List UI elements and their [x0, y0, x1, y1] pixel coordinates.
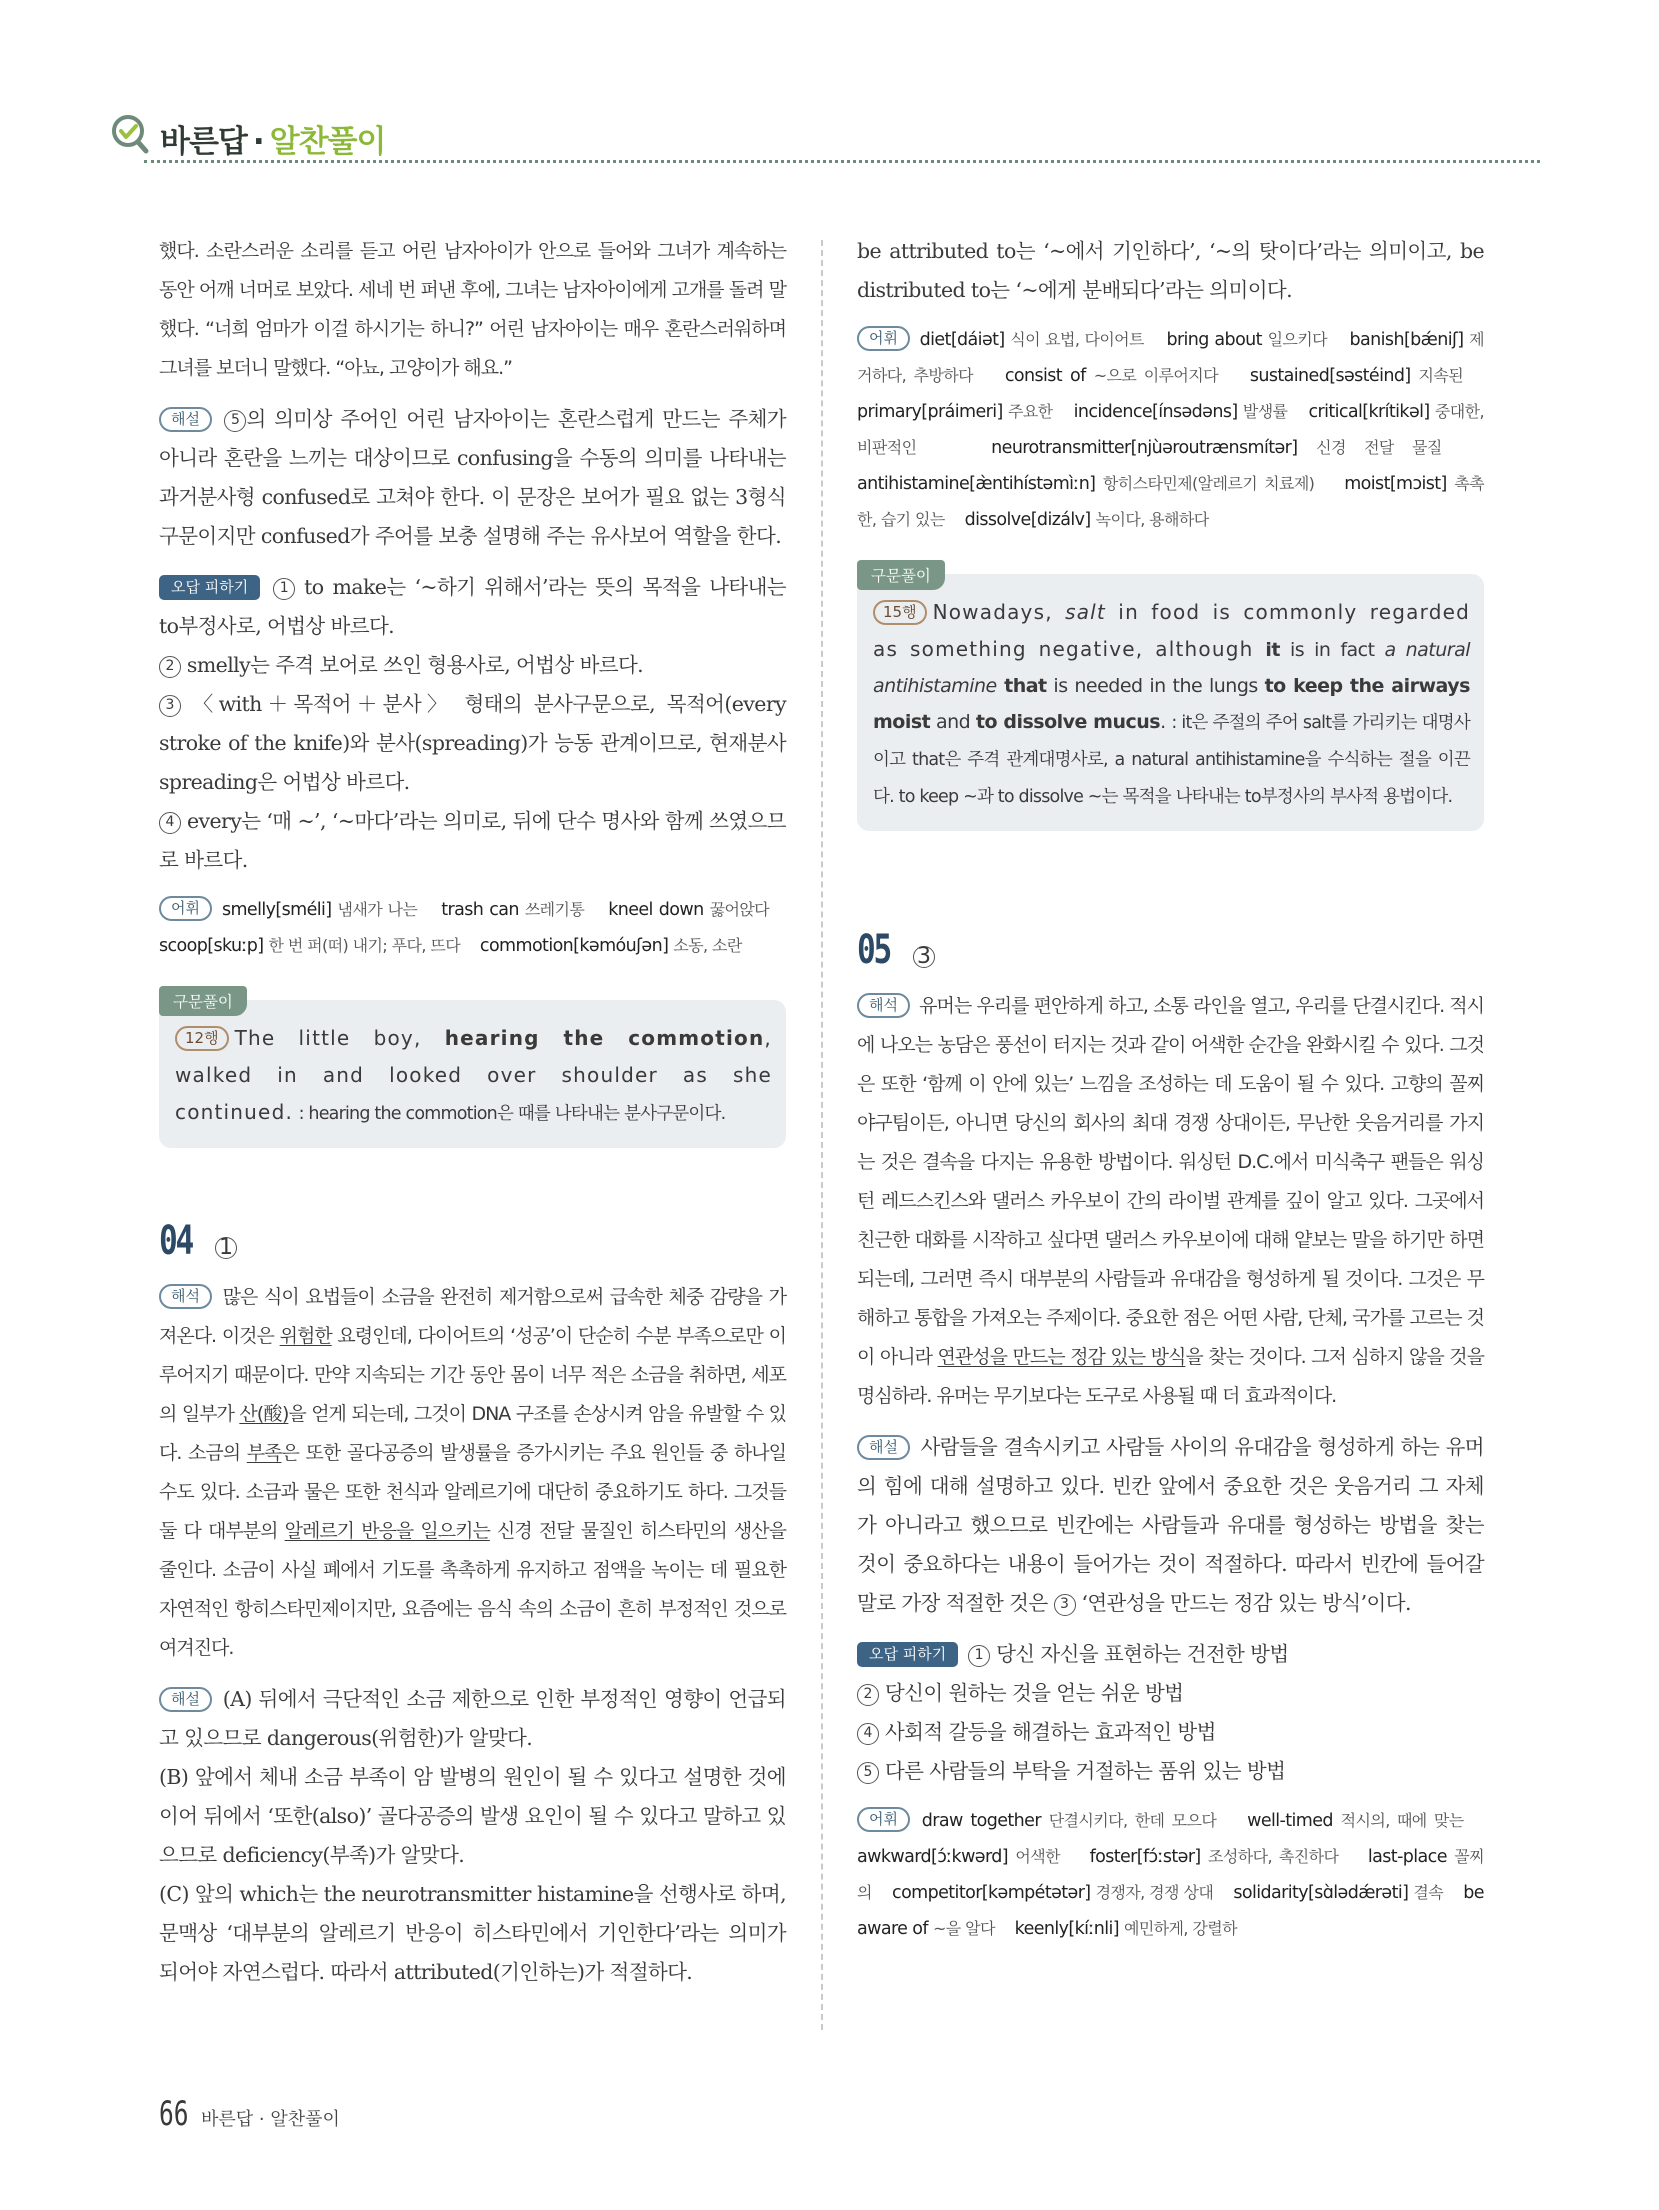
- page-footer: [159, 2094, 340, 2134]
- choice-number: 5: [224, 410, 246, 432]
- vocab-meaning: 중대한, 비판적인: [857, 402, 1484, 457]
- q03-vocabulary: [159, 892, 786, 964]
- grammar-en-bold: to dissolve mucus: [975, 711, 1161, 733]
- vocab-word: primary[práimeri]: [857, 402, 1003, 422]
- eohwi-tag: 어휘: [857, 1807, 910, 1832]
- grammar-en-italic: a natural antihistamine: [873, 639, 1470, 697]
- vocab-meaning: 일으키다: [1267, 330, 1328, 349]
- translation-text: 유머는 우리를 편안하게 하고, 소통 라인을 열고, 우리를 단결시킨다. 적시에 나오는 농담은 풍선이 터지는 것과 같이 어색한 순간을 완화시킬 수 있다. 그것은 또한 ‘함께 이 안에 있는’ 느낌을 조성하는 데 도움이 될 수 있다. 고향의 꼴찌 야구팀이든, 아니면 당신의 회사의 최대 경쟁 상대이든, 무난한 웃음거리를 가지는 것은 결속을 다지는 유용한 방법이다. 워싱턴 D.C.에서 미식축구 팬들은 워싱턴 레드스킨스와 댈러스 카우보이 간의 라이벌 관계를 깊이 알고 있다. 그곳에서 친근한 대화를 시작하고 싶다면 댈러스 카우보이에 대해 얕보는 말을 하기만 하면 되는데, 그러면 즉시 대부분의 사람들과 유대감을 형성하게 될 것이다. 그것은 무해하고 통합을 가져오는 주제이다. 중요한 점은 어떤 사람, 단체, 국가를 고르는 것이 아니라: [857, 995, 1484, 1368]
- answer-number: 1: [215, 1237, 237, 1259]
- grammar-en: The little boy,: [234, 1026, 445, 1050]
- translation-text: 요령인데, 다이어트의 ‘성공’이 단순히 수분 부족으로만 이루어지기 때문이다. 만약 지속되는 기간 동안 몸이 너무 적은 소금을 취하면, 세포의 일부가: [159, 1325, 786, 1425]
- vocab-word: antihistamine[æ̀ntihístəmìːn]: [857, 474, 1096, 494]
- vocab-word: kneel down: [608, 900, 704, 920]
- vocab-meaning: ~을 알다: [932, 1919, 995, 1938]
- haeseok-tag: 해석: [857, 993, 910, 1018]
- vocab-meaning: 적시의, 때에 맞는: [1340, 1811, 1464, 1830]
- eohwi-tag: 어휘: [857, 326, 910, 351]
- right-column: [857, 232, 1484, 1947]
- choice-number: 2: [857, 1684, 879, 1706]
- grammar-sentence: [175, 1020, 772, 1132]
- vocab-word: foster[fɔ́ːstər]: [1089, 1847, 1201, 1867]
- haeseok-tag: 해석: [159, 1284, 212, 1309]
- q03-wrong-answer-1: [159, 568, 786, 646]
- vocab-word: awkward[ɔ́ːkwərd]: [857, 1847, 1008, 1867]
- wrong-answer-text: every는 ‘매 ~’, ‘~마다’라는 의미로, 뒤에 단수 명사와 함께 쓰였으므로 바르다.: [159, 809, 786, 872]
- answer-number: 3: [913, 946, 935, 968]
- q05-vocabulary: [857, 1803, 1484, 1947]
- wrong-answer-text: 다른 사람들의 부탁을 거절하는 품위 있는 방법: [884, 1759, 1286, 1783]
- magnifier-check-icon: [108, 112, 152, 156]
- vocab-word: critical[krítikəl]: [1308, 402, 1430, 422]
- vocab-word: diet[dáiət]: [919, 330, 1005, 350]
- page-header: [108, 110, 1540, 166]
- gumun-tag: 구문풀이: [857, 560, 945, 590]
- vocab-word: sustained[səstéind]: [1249, 366, 1411, 386]
- q05-translation: [857, 987, 1484, 1416]
- vocab-meaning: 녹이다, 용해하다: [1095, 510, 1209, 529]
- vocab-word: banish[bǽniʃ]: [1349, 330, 1464, 350]
- haeseol-tag: 해설: [857, 1435, 910, 1460]
- q05-explanation: [857, 1428, 1484, 1623]
- q04-heading: [159, 1218, 786, 1264]
- line-number-badge: 15행: [873, 600, 927, 625]
- column-divider: [821, 240, 823, 2030]
- grammar-en: is needed in the lungs: [1046, 675, 1265, 697]
- vocab-meaning: 꼴찌의: [857, 1847, 1484, 1902]
- header-title: [160, 116, 385, 161]
- grammar-en: Nowadays,: [932, 600, 1066, 624]
- q05-wrong-answer-5: [857, 1752, 1484, 1791]
- q05-heading: [857, 927, 1484, 973]
- vocab-word: neurotransmitter[njùəroutrænsmítər]: [991, 438, 1298, 458]
- vocab-meaning: 어색한: [1015, 1847, 1060, 1866]
- q04-vocabulary: [857, 322, 1484, 538]
- grammar-sentence: [873, 594, 1470, 815]
- vocab-word: smelly[sméli]: [221, 900, 332, 920]
- header-title-main: 바른답: [160, 124, 247, 160]
- vocab-meaning: 예민하게, 강렬하: [1123, 1919, 1237, 1938]
- eohwi-tag: 어휘: [159, 896, 212, 921]
- underlined-text: 알레르기 반응을 일으키는: [284, 1520, 490, 1542]
- question-number: 04: [159, 1218, 192, 1264]
- q03-wrong-answer-3: [159, 685, 786, 802]
- vocab-meaning: 촉촉한, 습기 있는: [857, 474, 1484, 529]
- grammar-en: is in fact: [1280, 639, 1385, 661]
- choice-number: 1: [273, 578, 295, 600]
- q05-wrong-answer-2: [857, 1674, 1484, 1713]
- q03-explanation-text: 의 의미상 주어인 어린 남자아이는 혼란스럽게 만드는 주체가 아니라 혼란을 느끼는 대상이므로 confusing을 수동의 의미를 나타내는 과거분사형 confused로 고쳐야 한다. 이 문장은 보어가 필요 없는 3형식 구문이지만 confused가 주어를 보충 설명해 주는 유사보어 역할을 한다.: [159, 407, 786, 548]
- grammar-en-bold: hearing the commotion: [444, 1026, 765, 1050]
- choice-number: 1: [968, 1645, 990, 1667]
- explanation-text: ‘연관성을 만드는 정감 있는 방식’이다.: [1075, 1591, 1411, 1615]
- q04-explanation-c: (C) 앞의 which는 the neurotransmitter histamine을 선행사로 하며, 문맥상 ‘대부분의 알레르기 반응이 히스타민에서 기인한다’라는 의미가 되어야 자연스럽다. 따라서 attributed(기인하는)가 적절하다.: [159, 1882, 786, 1984]
- grammar-explanation: : hearing the commotion은 때를 나타내는 분사구문이다.: [298, 1104, 726, 1124]
- q04-translation: [159, 1278, 786, 1668]
- grammar-en: .: [1160, 711, 1166, 733]
- vocab-meaning: ~으로 이루어지다: [1093, 366, 1218, 385]
- vocab-word: incidence[ínsədəns]: [1073, 402, 1238, 422]
- vocab-meaning: 신경 전달 물질: [1316, 438, 1442, 457]
- grammar-en: and: [930, 711, 976, 733]
- header-title-separator: ·: [252, 124, 264, 160]
- translation-text: 을 찾는 것이다. 그저 심하지 않을 것을 명심하라. 유머는 무기보다는 도구로 사용될 때 더 효과적이다.: [857, 1346, 1485, 1407]
- vocab-word: moist[mɔist]: [1344, 474, 1447, 494]
- vocab-word: last-place: [1367, 1847, 1447, 1867]
- vocab-word: dissolve[dizálv]: [964, 510, 1091, 530]
- vocab-word: solidarity[sɑ̀lədǽrəti]: [1233, 1883, 1409, 1903]
- vocab-word: trash can: [441, 900, 519, 920]
- q05-wrong-answer-1: [857, 1635, 1484, 1674]
- vocab-meaning: 쓰레기통: [524, 900, 585, 919]
- grammar-box: [857, 567, 1484, 831]
- q04-explanation-continued: be attributed to는 ‘~에서 기인하다’, ‘~의 탓이다’라는 의미이고, be distributed to는 ‘~에게 분배되다’라는 의미이다.: [857, 239, 1484, 302]
- choice-number: 4: [159, 812, 181, 834]
- haeseol-tag: 해설: [159, 1687, 212, 1712]
- vocab-meaning: 조성하다, 촉진하다: [1208, 1847, 1339, 1866]
- q05-wrong-answer-4: [857, 1713, 1484, 1752]
- grammar-en-bold: it: [1265, 639, 1281, 661]
- underlined-text: 연관성을 만드는 정감 있는 방식: [937, 1346, 1186, 1368]
- vocab-meaning: 소동, 소란: [673, 936, 742, 955]
- wrong-answer-text: 〈with＋목적어＋분사〉 형태의 분사구문으로, 목적어(every stroke of the knife)와 분사(spreading)가 능동 관계이므로, 현재분사 spreading은 어법상 바르다.: [159, 692, 787, 794]
- footer-title: 바른답 · 알찬풀이: [201, 2109, 340, 2130]
- wrong-answer-text: 당신 자신을 표현하는 건전한 방법: [996, 1642, 1289, 1666]
- vocab-word: bring about: [1166, 330, 1262, 350]
- vocab-meaning: 주요한: [1007, 402, 1053, 421]
- choice-number: 2: [159, 656, 181, 678]
- vocab-word: competitor[kəmpétətər]: [892, 1883, 1091, 1903]
- header-dotted-rule: [144, 160, 1540, 163]
- header-title-accent: 알찬풀이: [269, 124, 386, 160]
- vocab-meaning: 지속된: [1418, 366, 1464, 385]
- question-number: 05: [857, 927, 890, 973]
- vocab-meaning: 결속: [1413, 1883, 1444, 1902]
- line-number-badge: 12행: [175, 1026, 229, 1051]
- translation-text: 신경 전달 물질인 히스타민의 생산을 줄인다. 소금이 사실 폐에서 기도를 촉촉하게 유지하고 점액을 녹이는 데 필요한 자연적인 항히스타민제이지만, 요즘에는 음식 속의 소금이 흔히 부정적인 것으로 여겨진다.: [159, 1520, 786, 1659]
- gumun-tag: 구문풀이: [159, 986, 247, 1016]
- vocab-meaning: 단결시키다, 한데 모으다: [1048, 1811, 1217, 1830]
- translation-text: 은 또한 골다공증의 발생률을 증가시키는 주요 원인들 중 하나일 수도 있다. 소금과 물은 또한 천식과 알레르기에 대단히 중요하기도 하다. 그것들 둘 다 대부분의: [159, 1442, 786, 1542]
- underlined-text: 산(酸): [239, 1403, 289, 1425]
- grammar-en-bold: to keep the airways moist: [873, 675, 1470, 733]
- vocab-word: keenly[kíːnli]: [1014, 1919, 1119, 1939]
- vocab-word: scoop[skuːp]: [159, 936, 264, 956]
- explanation-text: 사람들을 결속시키고 사람들 사이의 유대감을 형성하게 하는 유머의 힘에 대해 설명하고 있다. 빈칸 앞에서 중요한 것은 웃음거리 그 자체가 아니라고 했으므로 빈칸에는 사람들과 유대를 형성하는 방법을 찾는 것이 중요하다는 내용이 들어가는 것이 적절하다. 따라서 빈칸에 들어갈 말로 가장 적절한 것은: [857, 1435, 1484, 1615]
- underlined-text: 위험한: [279, 1325, 332, 1347]
- vocab-word: well-timed: [1247, 1811, 1333, 1831]
- vocab-meaning: 발생률: [1242, 402, 1288, 421]
- vocab-meaning: 한 번 퍼(떠) 내기; 푸다, 뜨다: [268, 936, 461, 955]
- explanation-text: (A) 뒤에서 극단적인 소금 제한으로 인한 부정적인 영향이 언급되고 있으므로 dangerous(위험한)가 알맞다.: [159, 1687, 787, 1750]
- grammar-en-italic: salt: [1065, 600, 1106, 624]
- haeseol-tag: 해설: [159, 407, 212, 432]
- q03-translation-continued: 했다. 소란스러운 소리를 듣고 어린 남자아이가 안으로 들어와 그녀가 계속하는 동안 어깨 너머로 보았다. 세네 번 퍼낸 후에, 그녀는 남자아이에게 고개를 돌려 말했다. “너희 엄마가 이걸 하시기는 하니?” 어린 남자아이는 매우 혼란스러워하며 그녀를 보더니 말했다. “아뇨, 고양이가 해요.”: [159, 240, 786, 379]
- grammar-en: , walked in and looked over shoulder as she continued.: [175, 1026, 772, 1124]
- vocab-meaning: 경쟁자, 경쟁 상대: [1095, 1883, 1214, 1902]
- translation-text: 을 얻게 되는데, 그것이 DNA 구조를 손상시켜 암을 유발할 수 있다. 소금의: [159, 1403, 787, 1464]
- wrong-answer-text: 당신이 원하는 것을 얻는 쉬운 방법: [884, 1681, 1184, 1705]
- q04-explanation-b: (B) 앞에서 체내 소금 부족이 암 발병의 원인이 될 수 있다고 설명한 것에 이어 뒤에서 ‘또한(also)’ 골다공증의 발생 요인이 될 수 있다고 말하고 있으므로 deficiency(부족)가 알맞다.: [159, 1765, 786, 1867]
- vocab-word: be aware of: [857, 1883, 1484, 1939]
- odap-tag: 오답 피하기: [857, 1642, 958, 1667]
- underlined-text: 부족: [246, 1442, 282, 1464]
- wrong-answer-text: 사회적 갈등을 해결하는 효과적인 방법: [884, 1720, 1216, 1744]
- grammar-en: in food is commonly regarded as something negative, although: [873, 600, 1470, 661]
- vocab-meaning: 제거하다, 추방하다: [857, 330, 1485, 385]
- wrong-answer-text: smelly는 주격 보어로 쓰인 형용사로, 어법상 바르다.: [186, 653, 644, 677]
- vocab-meaning: 항히스타민제(알레르기 치료제): [1102, 474, 1315, 493]
- page-number: 66: [159, 2094, 189, 2134]
- left-column: [159, 232, 786, 1992]
- vocab-word: commotion[kəmóuʃən]: [479, 936, 669, 956]
- q04-explanation-a: [159, 1680, 786, 1758]
- q03-explanation: [159, 400, 786, 556]
- wrong-answer-text: to make는 ‘~하기 위해서’라는 뜻의 목적을 나타내는 to부정사로, 어법상 바르다.: [159, 575, 786, 638]
- odap-tag: 오답 피하기: [159, 575, 260, 600]
- q03-wrong-answer-4: [159, 802, 786, 880]
- choice-number: 3: [159, 695, 181, 717]
- choice-number: 4: [857, 1723, 879, 1745]
- grammar-box: [159, 993, 786, 1148]
- translation-text: 많은 식이 요법들이 소금을 완전히 제거함으로써 급속한 체중 감량을 가져온다. 이것은: [159, 1286, 787, 1347]
- grammar-explanation: : it은 주절의 주어 salt를 가리키는 대명사이고 that은 주격 관계대명사로, a natural antihistamine을 수식하는 절을 이끈다. to keep ~과 to dissolve ~는 목적을 나타내는 to부정사의 부사적 용법이다.: [873, 713, 1470, 807]
- vocab-meaning: 꿇어앉다: [709, 900, 770, 919]
- vocab-meaning: 냄새가 나는: [337, 900, 418, 919]
- q03-wrong-answer-2: [159, 646, 786, 685]
- vocab-meaning: 식이 요법, 다이어트: [1010, 330, 1144, 349]
- choice-number: 3: [1054, 1594, 1076, 1616]
- choice-number: 5: [857, 1762, 879, 1784]
- grammar-en-bold: that: [996, 675, 1047, 697]
- vocab-word: consist of: [1004, 366, 1086, 386]
- vocab-word: draw together: [921, 1811, 1041, 1831]
